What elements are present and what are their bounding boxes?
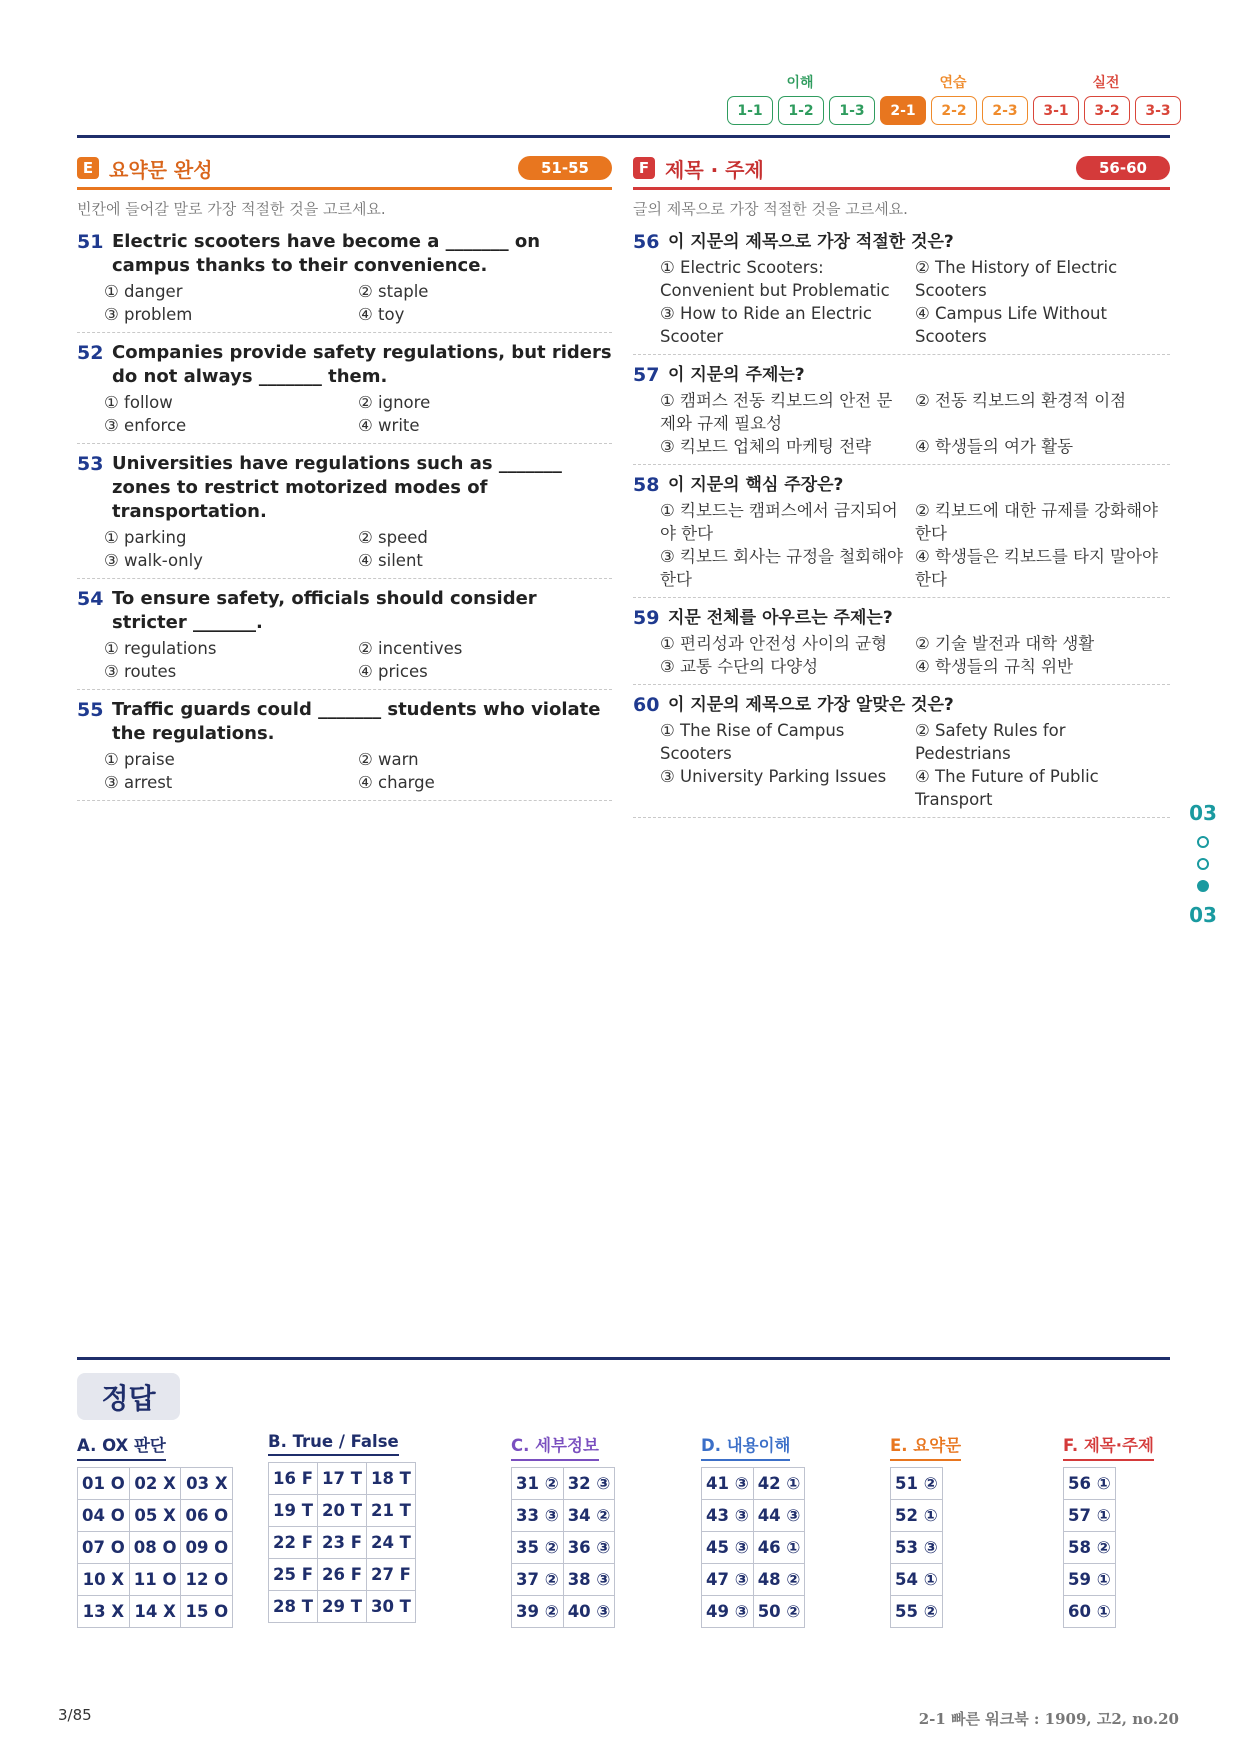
answer-option: ① 킥보드는 캠퍼스에서 금지되어야 한다	[660, 501, 898, 543]
option-list	[77, 748, 612, 794]
answer-cell: 21 T	[366, 1495, 415, 1527]
level-box-2-1: 2-1	[880, 96, 926, 125]
answer-cell: 46 ①	[753, 1532, 805, 1564]
answer-cell: 07 O	[78, 1532, 130, 1564]
answer-cell: 45 ③	[702, 1532, 754, 1564]
question-text: 지문 전체를 아우르는 주제는?	[668, 608, 893, 628]
question-stem	[633, 363, 1170, 387]
answer-cell: 29 T	[317, 1591, 366, 1623]
answer-row	[891, 1532, 943, 1564]
answer-group-gF	[1063, 1432, 1154, 1628]
section-e	[77, 152, 612, 801]
question-56	[633, 222, 1170, 355]
question-stem	[633, 473, 1170, 497]
answer-option: ④ write	[358, 416, 420, 435]
answer-row	[1064, 1500, 1116, 1532]
question-text: Universities have regulations such as _______ zones to restrict motorized modes of transportation.	[112, 453, 562, 522]
answer-cell: 28 T	[269, 1591, 318, 1623]
answer-option: ③ 교통 수단의 다양성	[660, 657, 819, 676]
question-list	[633, 222, 1170, 818]
answer-cell: 25 F	[269, 1559, 318, 1591]
answer-cell: 30 T	[366, 1591, 415, 1623]
level-box-1-3: 1-3	[829, 96, 875, 125]
answer-row	[1064, 1564, 1116, 1596]
answer-option: ① parking	[104, 528, 187, 547]
answer-table	[77, 1467, 233, 1628]
question-number: 56	[633, 231, 660, 253]
option-list	[633, 389, 1170, 458]
answer-cell: 50 ②	[753, 1596, 805, 1628]
answer-table	[1063, 1467, 1116, 1628]
answer-cell: 56 ①	[1064, 1468, 1116, 1500]
question-list	[77, 222, 612, 801]
answer-option: ② Safety Rules for Pedestrians	[915, 721, 1066, 763]
answer-table	[268, 1462, 416, 1623]
answer-option: ① 편리성과 안전성 사이의 균형	[660, 634, 888, 653]
answer-row	[891, 1500, 943, 1532]
answer-cell: 20 T	[317, 1495, 366, 1527]
section-title: 요약문 완성	[109, 158, 213, 182]
answer-option: ② ignore	[358, 393, 431, 412]
section-title: 제목 · 주제	[665, 158, 764, 182]
level-box-2-3: 2-3	[982, 96, 1028, 125]
answer-row	[78, 1500, 233, 1532]
answer-option: ③ 킥보드 업체의 마케팅 전략	[660, 437, 872, 456]
answer-cell: 42 ①	[753, 1468, 805, 1500]
answer-row	[269, 1495, 416, 1527]
question-59	[633, 598, 1170, 685]
option-list	[633, 719, 1170, 811]
question-stem	[77, 452, 612, 524]
option-list	[77, 280, 612, 326]
answer-row	[269, 1463, 416, 1495]
answer-row	[78, 1532, 233, 1564]
question-52	[77, 333, 612, 444]
answer-row	[78, 1468, 233, 1500]
answer-cell: 18 T	[366, 1463, 415, 1495]
answer-option: ② staple	[358, 282, 429, 301]
answer-group-gD	[701, 1432, 805, 1628]
answer-row	[512, 1564, 615, 1596]
question-stem	[77, 698, 612, 746]
question-number: 59	[633, 607, 660, 629]
answer-cell: 58 ②	[1064, 1532, 1116, 1564]
answer-cell: 31 ②	[512, 1468, 564, 1500]
answer-option: ④ prices	[358, 662, 428, 681]
answer-row	[1064, 1596, 1116, 1628]
answer-option: ③ routes	[104, 662, 177, 681]
answer-option: ④ 학생들의 여가 활동	[915, 437, 1074, 456]
question-number: 54	[77, 588, 104, 610]
answer-option: ② The History of Electric Scooters	[915, 258, 1118, 300]
answer-option: ③ walk-only	[104, 551, 203, 570]
answer-option: ② speed	[358, 528, 428, 547]
answer-cell: 12 O	[181, 1564, 233, 1596]
option-list	[77, 391, 612, 437]
answer-option: ② 킥보드에 대한 규제를 강화해야 한다	[915, 501, 1158, 543]
answer-cell: 38 ③	[563, 1564, 615, 1596]
answer-divider	[77, 1357, 1170, 1360]
question-number: 52	[77, 342, 104, 364]
question-stem	[77, 230, 612, 278]
question-text: 이 지문의 주제는?	[668, 365, 805, 385]
hollow-dot-icon	[1197, 836, 1209, 848]
question-number: 53	[77, 453, 104, 475]
answer-option: ① The Rise of Campus Scooters	[660, 721, 845, 763]
answer-cell: 27 F	[366, 1559, 415, 1591]
section-header	[633, 152, 1170, 190]
answer-cell: 09 O	[181, 1532, 233, 1564]
level-group-title: 실전	[1092, 75, 1120, 91]
answer-row	[78, 1564, 233, 1596]
option-list	[633, 632, 1170, 678]
answer-cell: 14 X	[129, 1596, 181, 1628]
answer-cell: 51 ②	[891, 1468, 943, 1500]
answer-row	[1064, 1468, 1116, 1500]
answer-cell: 54 ①	[891, 1564, 943, 1596]
answer-cell: 36 ③	[563, 1532, 615, 1564]
question-stem	[77, 587, 612, 635]
question-number: 58	[633, 474, 660, 496]
question-stem	[77, 341, 612, 389]
level-boxes	[727, 96, 1186, 125]
side-dots	[1188, 836, 1218, 892]
level-box-2-2: 2-2	[931, 96, 977, 125]
answer-table	[890, 1467, 943, 1628]
answer-table	[701, 1467, 805, 1628]
question-53	[77, 444, 612, 579]
question-text: 이 지문의 제목으로 가장 적절한 것은?	[668, 232, 954, 252]
question-stem	[633, 606, 1170, 630]
question-number: 55	[77, 699, 104, 721]
question-stem	[633, 693, 1170, 717]
footer-source: 2-1 빠른 워크북 : 1909, 고2, no.20	[918, 1710, 1179, 1728]
question-number: 51	[77, 231, 104, 253]
question-60	[633, 685, 1170, 818]
page-number: 3/85	[58, 1706, 92, 1724]
answer-cell: 34 ②	[563, 1500, 615, 1532]
answer-table	[511, 1467, 615, 1628]
answer-cell: 48 ②	[753, 1564, 805, 1596]
option-list	[77, 526, 612, 572]
answer-option: ① follow	[104, 393, 173, 412]
answer-option: ① praise	[104, 750, 175, 769]
question-stem	[633, 230, 1170, 254]
answer-option: ④ Campus Life Without Scooters	[915, 304, 1107, 346]
level-box-3-3: 3-3	[1135, 96, 1181, 125]
answer-cell: 52 ①	[891, 1500, 943, 1532]
question-text: 이 지문의 핵심 주장은?	[668, 475, 844, 495]
answer-option: ④ 학생들은 킥보드를 타지 말아야 한다	[915, 547, 1158, 589]
level-group-title: 연습	[939, 75, 967, 91]
answer-row	[269, 1527, 416, 1559]
answer-cell: 06 O	[181, 1500, 233, 1532]
question-text: Traffic guards could _______ students who violate the regulations.	[112, 699, 601, 744]
question-55	[77, 690, 612, 801]
option-list	[633, 256, 1170, 348]
answer-option: ② 기술 발전과 대학 생활	[915, 634, 1095, 653]
answer-cell: 32 ③	[563, 1468, 615, 1500]
answer-cell: 60 ①	[1064, 1596, 1116, 1628]
answer-cell: 57 ①	[1064, 1500, 1116, 1532]
answer-row	[78, 1596, 233, 1628]
answer-row	[1064, 1532, 1116, 1564]
answer-row	[702, 1564, 805, 1596]
answer-cell: 37 ②	[512, 1564, 564, 1596]
option-list	[77, 637, 612, 683]
answer-cell: 08 O	[129, 1532, 181, 1564]
answer-group-title: E. 요약문	[890, 1432, 961, 1461]
answer-option: ④ silent	[358, 551, 423, 570]
answer-row	[891, 1468, 943, 1500]
answer-cell: 43 ③	[702, 1500, 754, 1532]
answer-group-gE	[890, 1432, 961, 1628]
answer-cell: 04 O	[78, 1500, 130, 1532]
answer-cell: 22 F	[269, 1527, 318, 1559]
question-58	[633, 465, 1170, 598]
answer-cell: 35 ②	[512, 1532, 564, 1564]
question-51	[77, 222, 612, 333]
answer-row	[512, 1500, 615, 1532]
answer-key-title: 정답	[77, 1373, 180, 1420]
answer-row	[891, 1564, 943, 1596]
answer-cell: 19 T	[269, 1495, 318, 1527]
section-header	[77, 152, 612, 190]
section-letter: F	[633, 157, 655, 179]
answer-option: ④ toy	[358, 305, 405, 324]
answer-row	[512, 1532, 615, 1564]
answer-cell: 16 F	[269, 1463, 318, 1495]
option-list	[633, 499, 1170, 591]
level-nav	[727, 70, 1177, 130]
question-text: 이 지문의 제목으로 가장 알맞은 것은?	[668, 695, 954, 715]
answer-row	[269, 1559, 416, 1591]
answer-cell: 59 ①	[1064, 1564, 1116, 1596]
answer-option: ③ arrest	[104, 773, 173, 792]
section-range-badge: 51-55	[518, 156, 612, 180]
answer-group-title: F. 제목·주제	[1063, 1432, 1154, 1461]
level-group-title: 이해	[786, 75, 814, 91]
question-text: Companies provide safety regulations, but riders do not always _______ them.	[112, 342, 612, 387]
answer-cell: 33 ③	[512, 1500, 564, 1532]
answer-cell: 53 ③	[891, 1532, 943, 1564]
answer-group-title: D. 내용이해	[701, 1432, 790, 1461]
answer-row	[702, 1500, 805, 1532]
answer-cell: 13 X	[78, 1596, 130, 1628]
level-box-3-1: 3-1	[1033, 96, 1079, 125]
answer-option: ② incentives	[358, 639, 463, 658]
answer-option: ③ 킥보드 회사는 규정을 철회해야 한다	[660, 547, 903, 589]
answer-row	[512, 1468, 615, 1500]
answer-cell: 05 X	[129, 1500, 181, 1532]
answer-option: ③ How to Ride an Electric Scooter	[660, 304, 872, 346]
section-instruction: 글의 제목으로 가장 적절한 것을 고르세요.	[633, 200, 908, 218]
answer-group-gB	[268, 1432, 416, 1623]
side-number-top: 03	[1189, 801, 1217, 825]
answer-option: ③ problem	[104, 305, 193, 324]
answer-option: ④ 학생들의 규칙 위반	[915, 657, 1074, 676]
answer-option: ② 전동 킥보드의 환경적 이점	[915, 391, 1127, 410]
answer-cell: 17 T	[317, 1463, 366, 1495]
answer-cell: 41 ③	[702, 1468, 754, 1500]
answer-group-title: C. 세부정보	[511, 1432, 599, 1461]
answer-cell: 49 ③	[702, 1596, 754, 1628]
filled-dot-icon	[1197, 880, 1209, 892]
answer-cell: 40 ③	[563, 1596, 615, 1628]
section-instruction: 빈칸에 들어갈 말로 가장 적절한 것을 고르세요.	[77, 200, 386, 218]
answer-option: ① danger	[104, 282, 183, 301]
answer-option: ① regulations	[104, 639, 217, 658]
answer-cell: 23 F	[317, 1527, 366, 1559]
answer-option: ① 캠퍼스 전동 킥보드의 안전 문제와 규제 필요성	[660, 391, 893, 433]
answer-cell: 11 O	[129, 1564, 181, 1596]
answer-cell: 44 ③	[753, 1500, 805, 1532]
answer-option: ③ University Parking Issues	[660, 767, 887, 786]
answer-cell: 39 ②	[512, 1596, 564, 1628]
answer-cell: 01 O	[78, 1468, 130, 1500]
hollow-dot-icon	[1197, 858, 1209, 870]
answer-row	[891, 1596, 943, 1628]
question-text: Electric scooters have become a _______ on campus thanks to their convenience.	[112, 231, 541, 276]
answer-row	[702, 1468, 805, 1500]
side-marker	[1188, 800, 1218, 928]
answer-group-title: B. True / False	[268, 1432, 399, 1456]
question-text: To ensure safety, officials should consider stricter _______.	[112, 588, 537, 633]
answer-option: ② warn	[358, 750, 419, 769]
section-f	[633, 152, 1170, 818]
answer-option: ④ The Future of Public Transport	[915, 767, 1099, 809]
answer-cell: 55 ②	[891, 1596, 943, 1628]
top-divider	[77, 135, 1170, 138]
answer-cell: 47 ③	[702, 1564, 754, 1596]
answer-row	[269, 1591, 416, 1623]
section-letter: E	[77, 157, 99, 179]
question-57	[633, 355, 1170, 465]
section-range-badge: 56-60	[1076, 156, 1170, 180]
level-box-3-2: 3-2	[1084, 96, 1130, 125]
question-54	[77, 579, 612, 690]
answer-option: ④ charge	[358, 773, 435, 792]
side-number-bottom: 03	[1189, 903, 1217, 927]
answer-group-gA	[77, 1432, 233, 1628]
answer-row	[702, 1596, 805, 1628]
answer-row	[702, 1532, 805, 1564]
answer-cell: 03 X	[181, 1468, 233, 1500]
answer-option: ③ enforce	[104, 416, 187, 435]
question-number: 60	[633, 694, 660, 716]
question-number: 57	[633, 364, 660, 386]
answer-group-gC	[511, 1432, 615, 1628]
answer-cell: 15 O	[181, 1596, 233, 1628]
answer-cell: 24 T	[366, 1527, 415, 1559]
answer-option: ① Electric Scooters: Convenient but Problematic	[660, 258, 890, 300]
answer-cell: 02 X	[129, 1468, 181, 1500]
answer-cell: 26 F	[317, 1559, 366, 1591]
level-box-1-1: 1-1	[727, 96, 773, 125]
level-box-1-2: 1-2	[778, 96, 824, 125]
answer-row	[512, 1596, 615, 1628]
answer-cell: 10 X	[78, 1564, 130, 1596]
answer-group-title: A. OX 판단	[77, 1432, 166, 1461]
